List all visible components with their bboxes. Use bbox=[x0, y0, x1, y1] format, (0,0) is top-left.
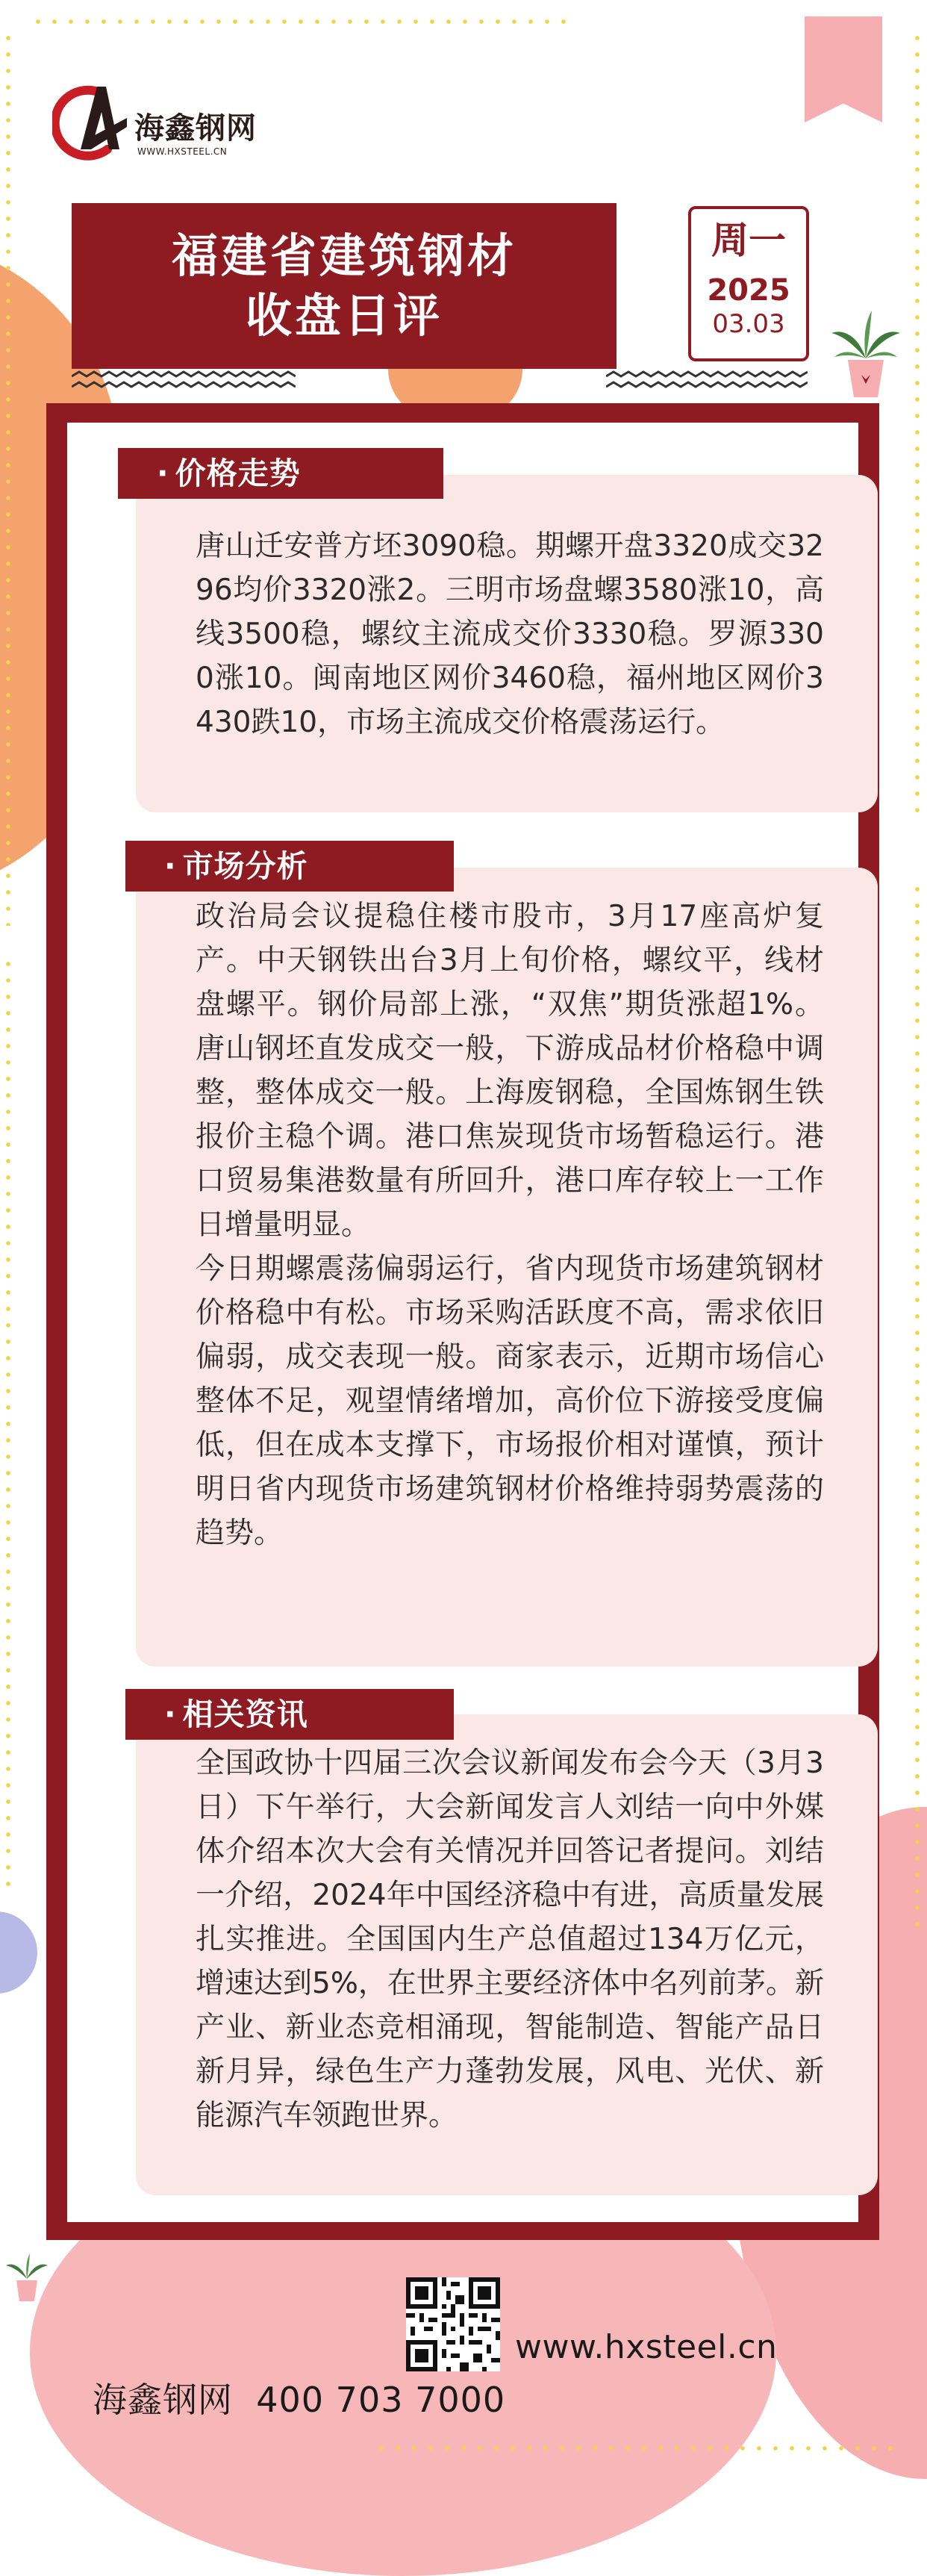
footer-contact bbox=[93, 2373, 505, 2422]
dotted-border-right-lower bbox=[915, 881, 920, 1926]
section-tag-label: 市场分析 bbox=[182, 848, 308, 884]
small-plant-icon bbox=[4, 2252, 49, 2304]
dotted-border-left-lower bbox=[6, 956, 10, 1897]
paragraph: 唐山迁安普方坯3090稳。期螺开盘3320成交3296均价3320涨2。三明市场盘螺3580涨10，高线3500稳，螺纹主流成交价3330稳。罗源3300涨10。闽南地区网价3460稳，福州地区网价3430跌10，市场主流成交价格震荡运行。 bbox=[196, 529, 824, 739]
section-card-market-analysis bbox=[136, 868, 878, 1667]
dotted-border-top bbox=[30, 19, 567, 24]
potted-plant-icon bbox=[828, 306, 903, 403]
footer-phone[interactable]: 400 703 7000 bbox=[256, 2380, 506, 2420]
footer-website[interactable]: www.hxsteel.cn bbox=[515, 2328, 778, 2366]
logo-text: 海鑫钢网 bbox=[134, 111, 257, 146]
logo-url-text: WWW.HXSTEEL.CN bbox=[137, 146, 228, 157]
section-card-related-news bbox=[136, 1714, 878, 2195]
section-body-market-analysis bbox=[196, 895, 824, 1555]
title-line-2: 收盘日评 bbox=[245, 288, 443, 343]
section-tag-label: 价格走势 bbox=[175, 455, 301, 491]
dotted-border-bottom bbox=[373, 2446, 896, 2451]
decorative-blue-circle bbox=[0, 1911, 37, 1994]
page-title bbox=[72, 203, 617, 369]
qr-code-icon bbox=[406, 2277, 500, 2371]
zigzag-decoration-right bbox=[606, 370, 808, 390]
title-line-1: 福建省建筑钢材 bbox=[171, 228, 516, 283]
section-body-related-news bbox=[196, 1741, 824, 2138]
section-tag-related-news: · 相关资讯 bbox=[125, 1689, 454, 1740]
date-weekday: 周一 bbox=[711, 219, 786, 262]
paragraph: 全国政协十四届三次会议新闻发布会今天（3月3日）下午举行，大会新闻发言人刘结一向中外媒体介绍本次大会有关情况并回答记者提问。刘结一介绍，2024年中国经济稳中有进，高质量发展扎实推进。全国国内生产总值超过134万亿元，增速达到5%，在世界主要经济体中名列前茅。新产业、新业态竞相涌现，智能制造、智能产品日新月异，绿色生产力蓬勃发展，风电、光伏、新能源汽车领跑世界。 bbox=[196, 1746, 824, 2132]
dotted-border-left bbox=[6, 30, 10, 926]
zigzag-decoration-left bbox=[72, 370, 296, 390]
dotted-border-right bbox=[915, 30, 920, 821]
date-year: 2025 bbox=[707, 273, 790, 308]
paragraph: 今日期螺震荡偏弱运行，省内现货市场建筑钢材价格稳中有松。市场采购活跃度不高，需求依旧偏弱，成交表现一般。商家表示，近期市场信心整体不足，观望情绪增加，高价位下游接受度偏低，但在成本支撑下，市场报价相对谨慎，预计明日省内现货市场建筑钢材价格维持弱势震荡的趋势。 bbox=[196, 1252, 824, 1550]
date-month-day: 03.03 bbox=[712, 309, 785, 339]
section-tag-price-trend: · 价格走势 bbox=[118, 448, 443, 499]
content-frame-inner bbox=[67, 423, 858, 2222]
date-badge bbox=[688, 206, 809, 361]
hx-logo-icon bbox=[52, 81, 130, 163]
section-card-price-trend bbox=[136, 475, 878, 812]
section-tag-label: 相关资讯 bbox=[182, 1696, 308, 1732]
section-tag-market-analysis: · 市场分析 bbox=[125, 841, 454, 892]
paragraph: 政治局会议提稳住楼市股市，3月17座高炉复产。中天钢铁出台3月上旬价格，螺纹平，线材盘螺平。钢价局部上涨，“双焦”期货涨超1%。唐山钢坯直发成交一般，下游成品材价格稳中调整，整体成交一般。上海废钢稳，全国炼钢生铁报价主稳个调。港口焦炭现货市场暂稳运行。港口贸易集港数量有所回升，港口库存较上一工作日增量明显。 bbox=[196, 900, 824, 1242]
bookmark-ribbon bbox=[805, 16, 882, 122]
footer-brand-name: 海鑫钢网 bbox=[93, 2380, 233, 2420]
section-body-price-trend bbox=[196, 524, 824, 744]
